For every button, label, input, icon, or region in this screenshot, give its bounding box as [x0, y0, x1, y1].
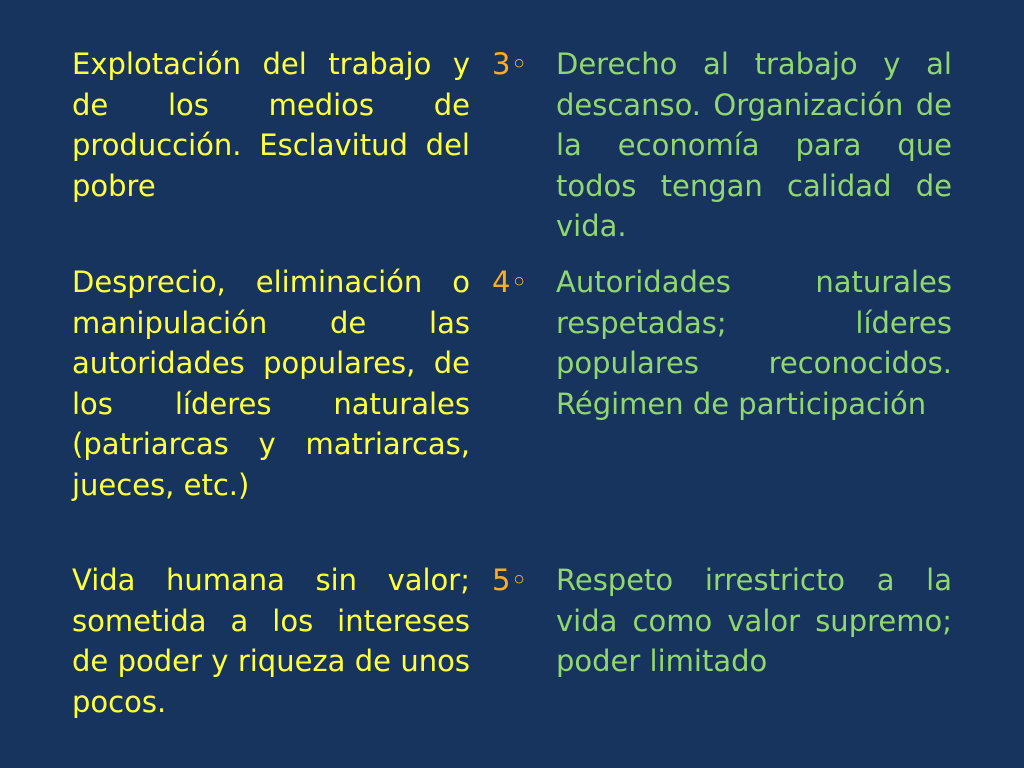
- left-text: Vida humana sin valor; sometida a los intereses de poder y riqueza de unos pocos.: [72, 563, 470, 719]
- left-text: Desprecio, eliminación o manipulación de las autoridades populares, de los líderes naturales (patriarcas y matriarcas, jueces, etc.): [72, 265, 470, 502]
- right-text: Autoridades naturales respetadas; líderes populares reconocidos. Régimen de participación: [556, 265, 952, 421]
- right-text: Respeto irrestricto a la vida como valor supremo; poder limitado: [556, 563, 952, 678]
- ordinal-number: 3◦: [492, 47, 528, 81]
- left-text: Explotación del trabajo y de los medios de producción. Esclavitud del pobre: [72, 47, 470, 203]
- right-text: Derecho al trabajo y al descanso. Organización de la economía para que todos tengan calidad de vida.: [556, 47, 952, 243]
- ordinal-number: 4◦: [492, 265, 528, 299]
- ordinal-number: 5◦: [492, 563, 528, 597]
